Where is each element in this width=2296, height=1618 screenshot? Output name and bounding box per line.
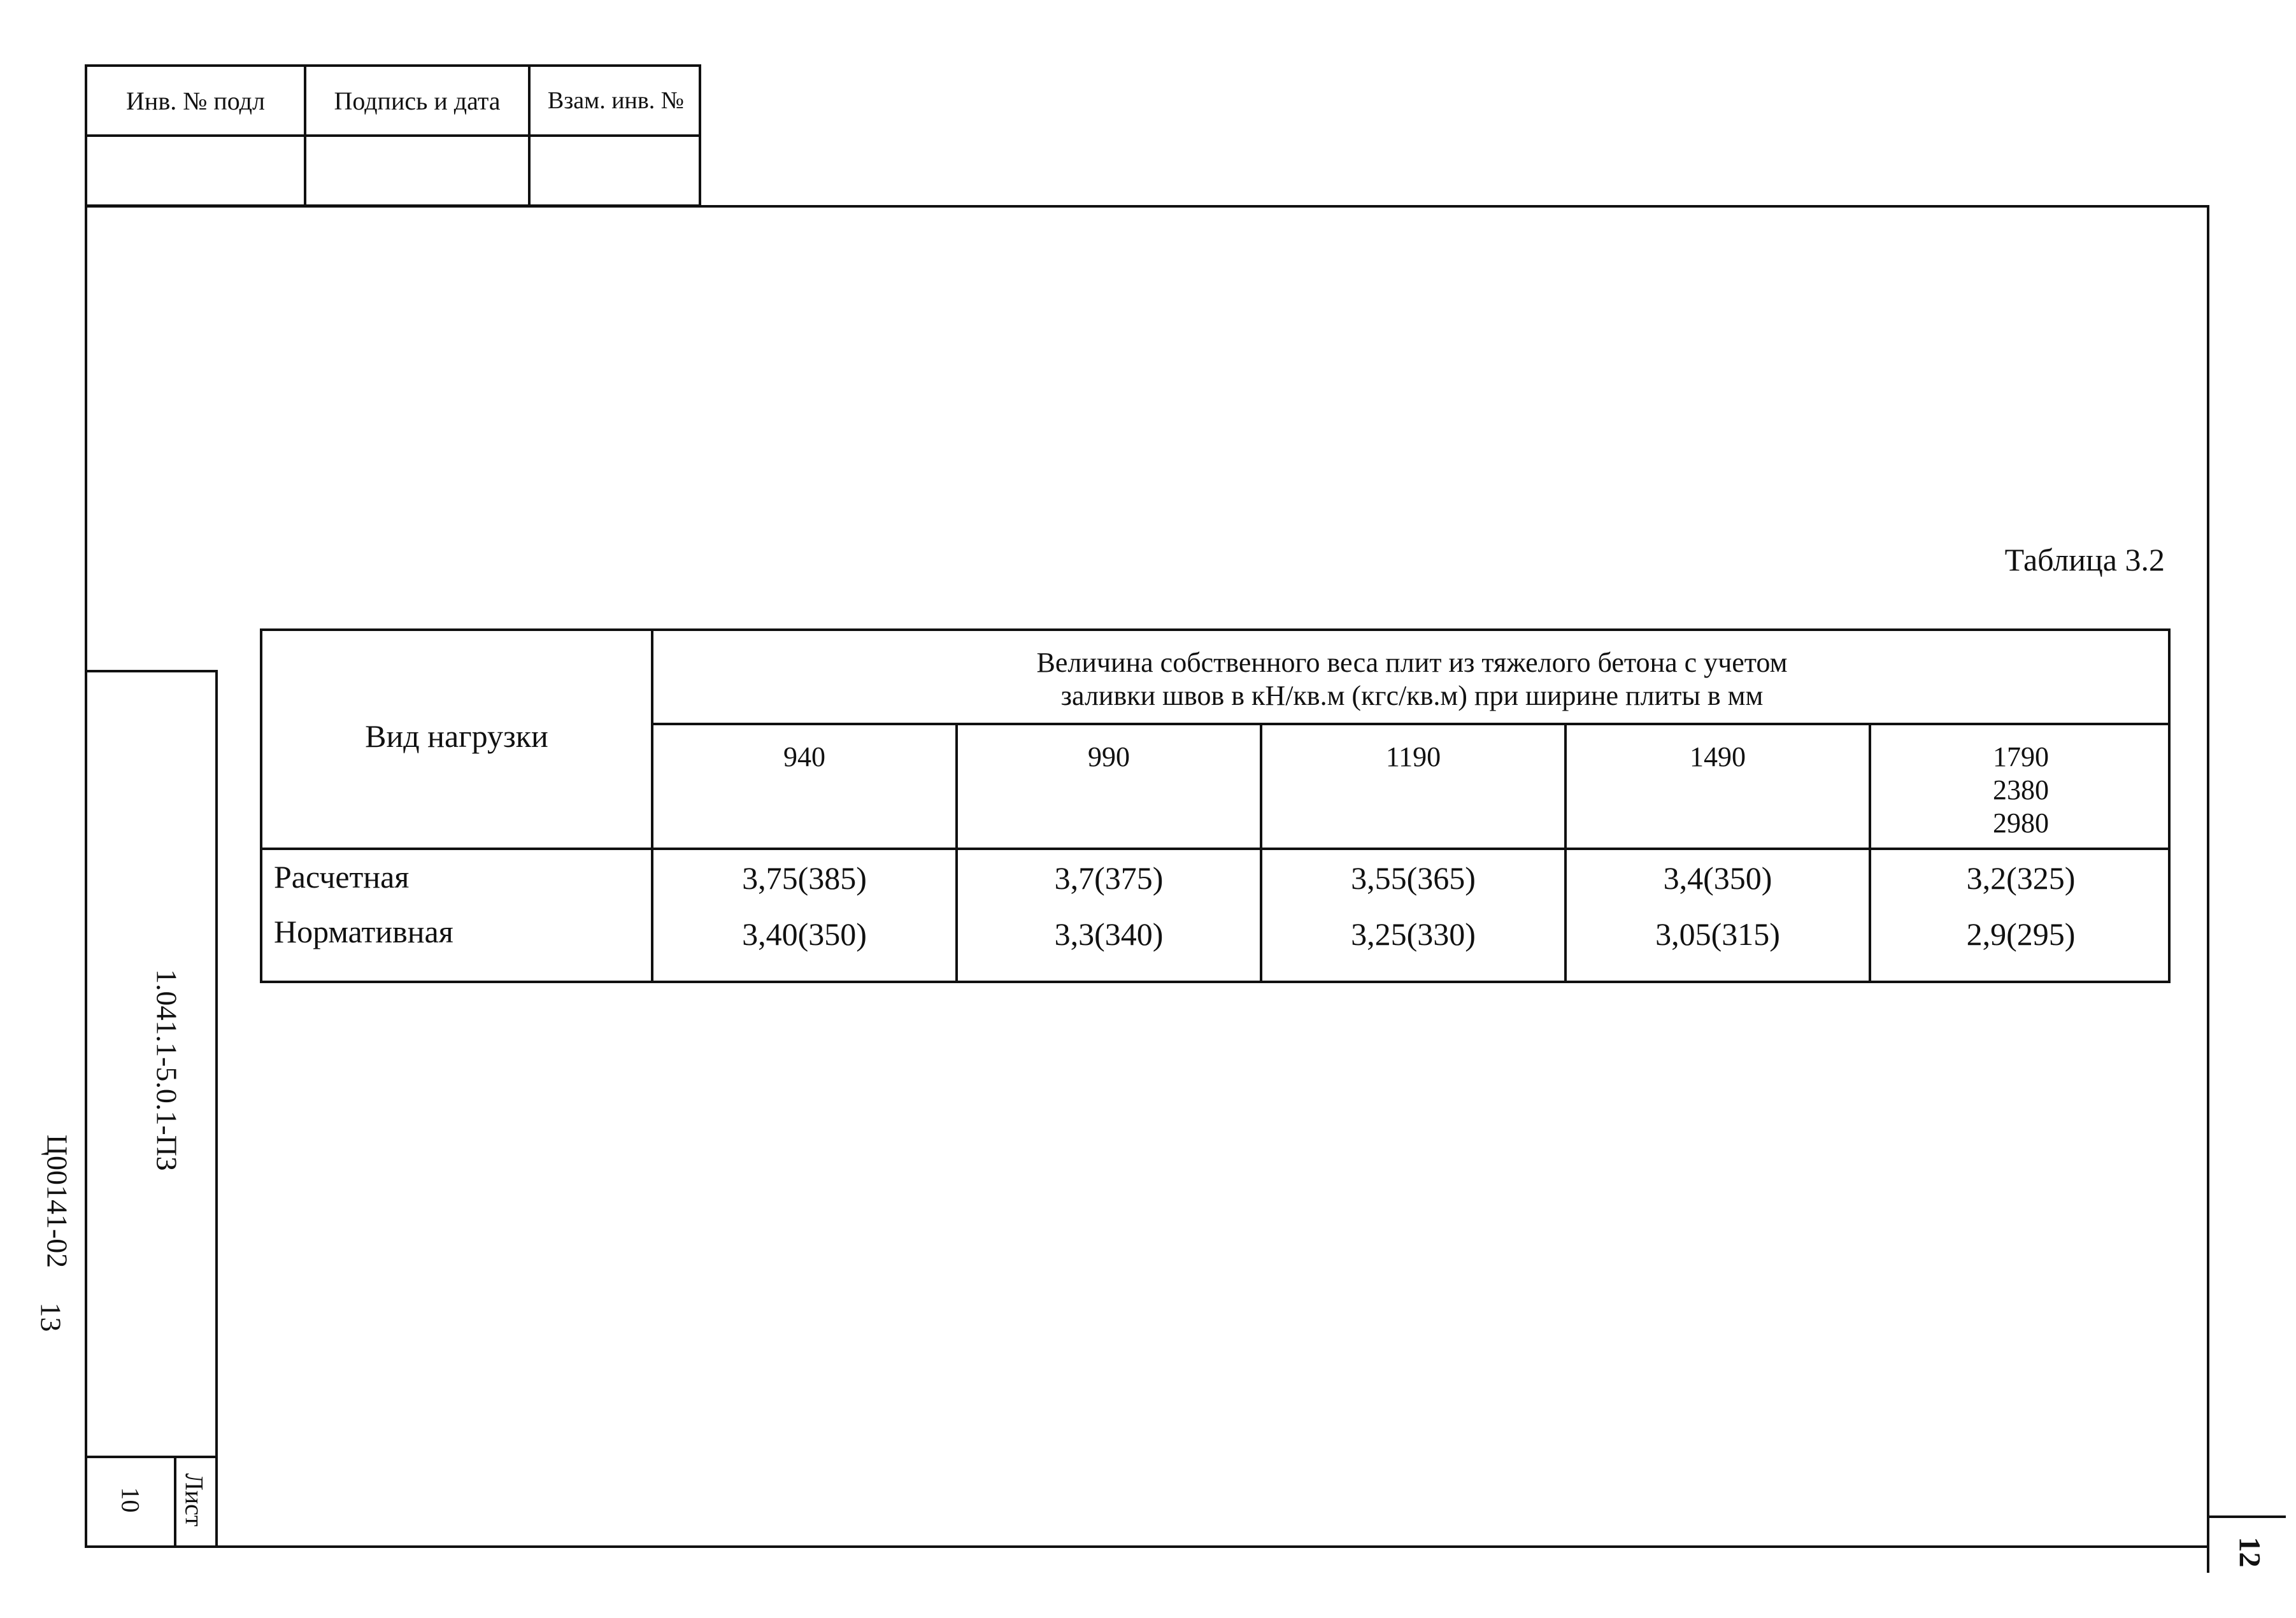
side-number: 13: [34, 1302, 68, 1332]
width-1790: 1790: [1993, 741, 2049, 772]
cell-r1-c4: 3,4(350): [1663, 860, 1772, 896]
stamp-blank-cell-2: [304, 137, 528, 207]
row-line-group: [651, 723, 2171, 725]
group-header-line2: заливки швов в кН/кв.м (кгс/кв.м) при ширине плиты в мм: [1060, 680, 1764, 711]
strip-right: [215, 670, 218, 1548]
approval-stamp: [85, 64, 701, 207]
cell-r1-c2: 3,7(375): [1054, 860, 1164, 896]
cell-r2-c2: 3,3(340): [1054, 916, 1164, 952]
sheet-box-top: [85, 1456, 218, 1458]
width-2380: 2380: [1993, 774, 2049, 805]
document-designation: 1.041.1-5.0.1-ПЗ: [150, 969, 183, 1171]
stamp-header-row: [87, 67, 699, 137]
frame-top: [85, 205, 2209, 208]
stamp-inv-podl: Инв. № подл: [126, 86, 265, 115]
width-990: 990: [1088, 741, 1130, 772]
sheet-box-divider: [174, 1456, 176, 1548]
width-2980: 2980: [1993, 807, 2049, 839]
stamp-signature-date: Подпись и дата: [304, 67, 528, 134]
cell-r1-c5: 3,2(325): [1966, 860, 2076, 896]
row-line-header: [262, 848, 2168, 850]
side-code: Ц00141-02: [41, 1134, 74, 1268]
frame-left: [85, 205, 87, 1548]
row-label-normativnaya: Нормативная: [274, 914, 453, 949]
table-title: Таблица 3.2: [2004, 542, 2165, 578]
width-940: 940: [783, 741, 825, 772]
cell-r1-c3: 3,55(365): [1351, 860, 1476, 896]
width-1190: 1190: [1385, 741, 1441, 772]
cell-r2-c3: 3,25(330): [1351, 916, 1476, 952]
pagenum-box-right: [2207, 1515, 2209, 1573]
strip-top: [85, 670, 218, 672]
width-1490: 1490: [1690, 741, 1746, 772]
row-label-raschetnaya: Расчетная: [274, 859, 410, 895]
stamp-blank-row: [87, 137, 699, 207]
cell-r1-c1: 3,75(385): [742, 860, 867, 896]
page-number: 12: [2232, 1536, 2267, 1568]
sheet-label: Лист: [180, 1473, 209, 1527]
stamp-vzam-inv: Взам. инв. №: [528, 67, 701, 134]
row-header-label: Вид нагрузки: [365, 718, 548, 754]
cell-r2-c4: 3,05(315): [1655, 916, 1780, 952]
sheet-number: 10: [116, 1487, 145, 1513]
pagenum-box-top: [2207, 1515, 2286, 1518]
group-header-line1: Величина собственного веса плит из тяжелого бетона с учетом: [1036, 647, 1788, 678]
frame-bottom: [85, 1545, 2209, 1548]
frame-right: [2207, 205, 2209, 1548]
cell-r2-c5: 2,9(295): [1966, 916, 2076, 952]
stamp-blank-cell-1: [87, 137, 304, 207]
stamp-blank-cell-3: [528, 137, 701, 207]
load-table: [260, 628, 2171, 983]
cell-r2-c1: 3,40(350): [742, 916, 867, 952]
